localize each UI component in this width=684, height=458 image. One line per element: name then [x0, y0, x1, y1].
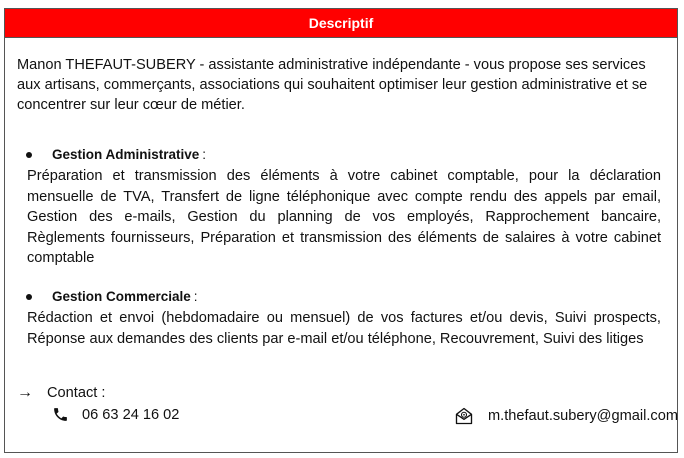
- email-contact: [454, 406, 678, 426]
- bullet-icon: [26, 152, 32, 158]
- section-heading-administrative: [26, 147, 206, 162]
- contact-label: Contact :: [47, 385, 106, 401]
- section-title: Gestion Commerciale: [52, 289, 191, 304]
- intro-paragraph: Manon THEFAUT-SUBERY - assistante administrative indépendante - vous propose ses services aux artisans, commerçants, associations qui souhaitent optimiser leur gestion administrative et se concentrer sur leur cœur de métier.: [17, 57, 648, 113]
- bullet-icon: [26, 294, 32, 300]
- header-bar: [5, 9, 677, 38]
- section-title: Gestion Administrative: [52, 147, 200, 162]
- contact-heading: [17, 384, 105, 402]
- page-title: Descriptif: [308, 15, 374, 31]
- arrow-right-icon: →: [17, 384, 33, 401]
- phone-number: 06 63 24 16 02: [82, 406, 180, 423]
- section-text-administrative: Préparation et transmission des éléments à votre cabinet comptable, pour la déclaration mensuelle de TVA, Transfert de ligne téléphonique avec compte rendu des appels par email, Gestion des e-mails, Gestion du planning de vos employés, Rapprochement bancaire, Règlements fournisseurs, Préparation et transmission des éléments de salaires à votre cabinet comptable: [27, 168, 661, 266]
- phone-contact: [52, 406, 179, 423]
- email-icon: [454, 406, 474, 426]
- section-heading-commerciale: [26, 289, 198, 304]
- phone-icon: [52, 406, 69, 423]
- email-address[interactable]: m.thefaut.subery@gmail.com: [487, 408, 678, 424]
- section-colon: :: [193, 289, 198, 304]
- section-text-commerciale: Rédaction et envoi (hebdomadaire ou mensuel) de vos factures et/ou devis, Suivi prospects, Réponse aux demandes des clients par e-mail et/ou téléphone, Recouvrement, Suivi des litiges: [27, 310, 661, 347]
- section-colon: :: [202, 147, 207, 162]
